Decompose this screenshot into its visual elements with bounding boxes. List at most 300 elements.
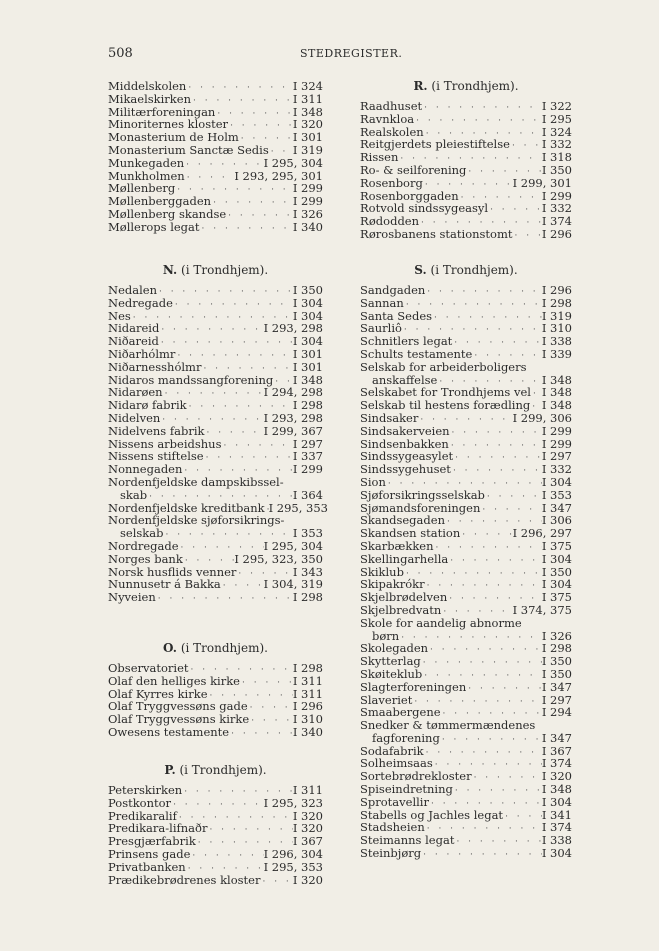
- entry-name: Steinbjørg: [360, 846, 422, 861]
- entry-name: Selskabet for Trondhjems vel: [360, 385, 531, 400]
- leader-dots: [200, 223, 293, 236]
- entry-name: Nedregade: [108, 295, 173, 310]
- entry-name: Selskab til hestens forædling: [360, 398, 531, 413]
- entry-ref: I 304: [541, 794, 572, 809]
- index-entry: [108, 284, 323, 297]
- entry-name: Reitgjerdets pleiestiftelse: [360, 137, 510, 152]
- index-entry: [108, 80, 323, 93]
- entry-name: Schults testamente: [360, 346, 473, 361]
- entry-ref: I 304: [292, 295, 323, 310]
- leader-dots: [513, 230, 542, 243]
- section-p: [108, 762, 323, 886]
- entry-ref: I 374: [541, 214, 572, 229]
- index-entry: [360, 668, 572, 681]
- entry-ref: I 332: [541, 462, 572, 477]
- index-entry: [108, 675, 323, 688]
- entry-ref: I 311: [292, 686, 323, 701]
- entry-ref: I 304: [541, 577, 572, 592]
- index-entry: [360, 591, 572, 604]
- entry-ref: I 375: [541, 590, 572, 605]
- leader-dots: [157, 286, 293, 299]
- entry-name: Nes: [108, 308, 131, 323]
- entry-ref: I 318: [541, 150, 572, 165]
- entry-ref: I 347: [541, 500, 572, 515]
- entry-ref: I 310: [541, 321, 572, 336]
- entry-ref: I 304: [541, 474, 572, 489]
- entry-ref: I 299: [292, 181, 323, 196]
- entry-ref: I 350: [541, 654, 572, 669]
- entry-ref: I 299: [292, 194, 323, 209]
- entry-name: Nissens arbeidshus: [108, 436, 222, 451]
- entry-ref: I 311: [292, 783, 323, 797]
- leader-dots: [425, 286, 542, 299]
- entry-ref: I 293, 298: [263, 410, 323, 425]
- entry-ref: I 374, 375: [512, 602, 572, 617]
- entry-name: Møllenberggaden: [108, 194, 212, 209]
- entry-name: Peterskirken: [108, 783, 183, 797]
- section-heading-n: N. (i Trondhjem).: [162, 263, 269, 277]
- index-entry: [108, 425, 323, 438]
- entry-name: Middelskolen: [108, 79, 187, 93]
- index-entry: [108, 797, 323, 810]
- section-heading-o: O. (i Trondhjem).: [163, 641, 268, 655]
- leader-dots: [485, 491, 542, 504]
- entry-ref: I 296, 297: [512, 526, 572, 541]
- entry-ref: I 340: [292, 724, 323, 739]
- entry-ref: I 298: [541, 295, 572, 310]
- index-entry: [108, 848, 323, 861]
- entry-name: Nidelven: [108, 410, 161, 425]
- entry-ref: I 320: [292, 872, 323, 887]
- entry-name: Steimanns legat: [360, 833, 455, 848]
- leader-dots: [488, 204, 542, 217]
- entry-name: Monasterium Sanctæ Sedis: [108, 142, 269, 157]
- leader-dots: [159, 324, 263, 337]
- index-entry: [360, 412, 572, 425]
- index-entry: [360, 284, 572, 297]
- leader-dots: [226, 210, 293, 223]
- entry-name: Militærforeningan: [108, 104, 216, 119]
- entry-name: Norges bank: [108, 551, 183, 566]
- entry-name: Sindsenbakken: [360, 436, 449, 451]
- section-heading-s: S. (i Trondhjem).: [414, 263, 518, 277]
- entry-name: Presgjærfabrik: [108, 834, 196, 849]
- entry-name: Monasterium de Holm: [108, 130, 239, 145]
- entry-name: Owesens testamente: [108, 724, 230, 739]
- leader-dots: [414, 115, 542, 128]
- leader-dots: [448, 555, 542, 568]
- index-entry: fagforening · · · I 347: [360, 732, 572, 745]
- entry-ref: I 348: [541, 782, 572, 797]
- leader-dots: [422, 102, 542, 115]
- index-entry: [108, 553, 323, 566]
- leader-dots: [207, 824, 292, 837]
- leader-dots: [159, 337, 293, 350]
- entry-ref: I 324: [292, 79, 323, 93]
- entry-ref: I 310: [292, 712, 323, 727]
- index-entry: skab · · · I 364: [108, 489, 323, 502]
- entry-ref: I 296: [541, 226, 572, 241]
- leader-dots: [454, 836, 541, 849]
- leader-dots: [472, 772, 542, 785]
- entry-ref: I 319: [541, 308, 572, 323]
- entry-name: Olaf Tryggvessøns kirke: [108, 712, 250, 727]
- index-entry: [108, 784, 323, 797]
- index-entry: Nordenfjeldske dampskibssel-: [108, 474, 284, 489]
- entry-name: Prædikebrødrenes kloster: [108, 872, 261, 887]
- entry-ref: I 348: [541, 398, 572, 413]
- leader-dots: [185, 172, 235, 185]
- leader-dots: [190, 850, 263, 863]
- entry-name: Raadhuset: [360, 99, 423, 113]
- entry-ref: I 294: [541, 705, 572, 720]
- entry-name: Nidarøen: [108, 385, 163, 400]
- leader-dots: [451, 465, 542, 478]
- leader-dots: [432, 312, 542, 325]
- entry-ref: I 296: [541, 283, 572, 297]
- entry-name: Munkegaden: [108, 155, 185, 170]
- index-entry: Skole for aandelig abnorme: [360, 615, 522, 630]
- entry-ref: I 374: [541, 820, 572, 835]
- leader-dots: [248, 702, 293, 715]
- index-entry: [108, 144, 323, 157]
- index-entry: [360, 100, 572, 113]
- entry-name: Nunnusetr á Bakka: [108, 577, 221, 592]
- entry-name: Sion: [360, 474, 386, 489]
- leader-dots: [221, 580, 264, 593]
- leader-dots: [480, 504, 541, 517]
- index-entry: Nordenfjeldske kreditbank · · · I 295, 353: [108, 502, 323, 515]
- entry-ref: I 350: [292, 283, 323, 297]
- leader-dots: [450, 427, 542, 440]
- index-entry: [108, 348, 323, 361]
- entry-ref: I 353: [541, 487, 572, 502]
- entry-ref: I 320: [292, 821, 323, 836]
- leader-dots: [453, 452, 542, 465]
- entry-name: Stabells og Jachles legat: [360, 807, 504, 822]
- leader-dots: [249, 715, 293, 728]
- entry-name: Santa Sedes: [360, 308, 433, 323]
- entry-name: Observatoriet: [108, 661, 189, 675]
- entry-name: Predikaralif: [108, 808, 177, 823]
- entry-name: Solheimsaas: [360, 756, 433, 771]
- entry-ref: I 297: [541, 449, 572, 464]
- index-entry: [360, 228, 572, 241]
- entry-name: Rissen: [360, 150, 399, 165]
- leader-dots: [240, 677, 293, 690]
- entry-name: Spiseindretning: [360, 782, 453, 797]
- entry-ref: I 299, 301: [512, 175, 572, 190]
- leader-dots: [156, 593, 293, 606]
- entry-ref: I 298: [541, 641, 572, 656]
- entry-name: Prinsens gade: [108, 846, 191, 861]
- index-entry: selskab · · · I 353: [108, 527, 323, 540]
- entry-name: Rørosbanens stationstomt: [360, 226, 513, 241]
- entry-ref: I 375: [541, 538, 572, 553]
- entry-ref: I 297: [541, 692, 572, 707]
- index-entry: [360, 463, 572, 476]
- leader-dots: [466, 683, 542, 696]
- entry-ref: I 293, 298: [263, 321, 323, 336]
- index-entry: [108, 157, 323, 170]
- entry-ref: I 367: [541, 743, 572, 758]
- entry-name: Sannan: [360, 295, 404, 310]
- index-entry: [360, 796, 572, 809]
- entry-ref: I 295, 323, 350: [234, 551, 323, 566]
- index-entry: [360, 553, 572, 566]
- section-heading-p: P. (i Trondhjem).: [164, 763, 267, 777]
- leader-dots: [222, 440, 293, 453]
- leader-dots: [531, 388, 542, 401]
- entry-name: Skipakrókr: [360, 577, 425, 592]
- entry-name: Sindsakerveien: [360, 423, 450, 438]
- entry-ref: I 337: [292, 449, 323, 464]
- index-entry: [108, 297, 323, 310]
- entry-ref: I 295, 304: [263, 155, 323, 170]
- page-number: 508: [108, 46, 133, 61]
- entry-ref: I 320: [541, 769, 572, 784]
- entry-ref: I 348: [541, 385, 572, 400]
- entry-name: Slagterforeningen: [360, 679, 467, 694]
- entry-name: Sjøforsikringsselskab: [360, 487, 485, 502]
- entry-ref: I 348: [292, 104, 323, 119]
- entry-ref: I 324: [541, 124, 572, 139]
- entry-name: Olaf den helliges kirke: [108, 673, 240, 688]
- entry-name: Sodafabrik: [360, 743, 424, 758]
- entry-name: Sjømandsforeningen: [360, 500, 481, 515]
- leader-dots: [421, 849, 542, 862]
- entry-ref: I 311: [292, 91, 323, 106]
- entry-ref: I 347: [541, 679, 572, 694]
- entry-name: Nedalen: [108, 283, 157, 297]
- entry-ref: I 293, 295, 301: [234, 168, 323, 183]
- entry-ref: I 299: [541, 188, 572, 203]
- leader-dots: [428, 644, 542, 657]
- leader-dots: [204, 452, 293, 465]
- index-entry: [108, 361, 323, 374]
- leader-dots: [453, 785, 542, 798]
- index-entry: [360, 783, 572, 796]
- entry-ref: I 304: [541, 846, 572, 861]
- entry-name: Skjelbredvatn: [360, 602, 442, 617]
- entry-name: Skolegaden: [360, 641, 429, 656]
- leader-dots: [421, 657, 542, 670]
- index-entry: [360, 540, 572, 553]
- entry-name: Møllenberg: [108, 181, 176, 196]
- entry-name: Skellingarhella: [360, 551, 449, 566]
- leader-dots: [173, 299, 293, 312]
- entry-name: Nidareid: [108, 321, 160, 336]
- entry-name: Sindsaker: [360, 410, 419, 425]
- index-entry: anskaffelse · · · I 348: [360, 374, 572, 387]
- entry-ref: I 304: [292, 334, 323, 349]
- entry-ref: I 339: [541, 346, 572, 361]
- entry-ref: I 295, 304: [263, 538, 323, 553]
- entry-name: Privatbanken: [108, 859, 186, 874]
- entry-ref: I 296, 304: [263, 846, 323, 861]
- entry-name: Rosenborg: [360, 175, 423, 190]
- index-entry: [360, 425, 572, 438]
- index-entry: [108, 874, 323, 887]
- entry-ref: I 341: [541, 807, 572, 822]
- entry-ref: I 326: [292, 206, 323, 221]
- leader-dots: [510, 140, 542, 153]
- section-s: [360, 262, 572, 860]
- index-entry: [360, 113, 572, 126]
- entry-ref: I 338: [541, 334, 572, 349]
- section-r: [360, 78, 572, 241]
- index-entry: [360, 297, 572, 310]
- index-entry: [108, 208, 323, 221]
- leader-dots: [449, 440, 542, 453]
- entry-name: Rødodden: [360, 214, 420, 229]
- page-header: [108, 46, 568, 64]
- leader-dots: [460, 529, 512, 542]
- entry-name: Nonnegaden: [108, 462, 183, 477]
- entry-ref: I 298: [292, 398, 323, 413]
- entry-ref: I 299: [292, 462, 323, 477]
- entry-name: Møllenberg skandse: [108, 206, 227, 221]
- entry-ref: I 294, 298: [263, 385, 323, 400]
- entry-ref: I 299: [541, 423, 572, 438]
- index-entry: [360, 177, 572, 190]
- entry-ref: I 304: [541, 551, 572, 566]
- entry-name: Skytterlag: [360, 654, 421, 669]
- entry-name: Munkholmen: [108, 168, 185, 183]
- entry-name: Nyveien: [108, 590, 156, 605]
- index-entry: [360, 476, 572, 489]
- entry-ref: I 306: [541, 513, 572, 528]
- entry-name: Rosenborggaden: [360, 188, 459, 203]
- index-entry: [108, 412, 323, 425]
- entry-name: Olaf Tryggvessøns gade: [108, 699, 248, 714]
- entry-name: Skandsegaden: [360, 513, 445, 528]
- entry-ref: I 301: [292, 130, 323, 145]
- entry-name: Skøiteklub: [360, 666, 423, 681]
- entry-name: Nidelvens fabrik: [108, 423, 205, 438]
- entry-name: Ro- & seilforening: [360, 162, 467, 177]
- entry-ref: I 299, 306: [512, 410, 572, 425]
- leader-dots: [503, 811, 542, 824]
- section-m: [108, 80, 323, 234]
- entry-ref: I 299, 367: [263, 423, 323, 438]
- index-entry: [108, 540, 323, 553]
- entry-ref: I 298: [292, 590, 323, 605]
- section-o: [108, 640, 323, 739]
- entry-name: Olaf Kyrres kirke: [108, 686, 208, 701]
- entry-ref: I 319: [292, 142, 323, 157]
- index-entry: [108, 662, 323, 675]
- entry-ref: I 295: [541, 111, 572, 126]
- index-entry: Nordenfjeldske sjøforsikrings-: [108, 513, 285, 528]
- index-entry: [360, 655, 572, 668]
- entry-name: Nordregade: [108, 538, 179, 553]
- entry-ref: I 322: [541, 99, 572, 113]
- entry-name: Minoriternes kloster: [108, 117, 229, 132]
- entry-ref: I 332: [541, 137, 572, 152]
- entry-ref: I 338: [541, 833, 572, 848]
- section-heading-r: R. (i Trondhjem).: [413, 79, 519, 93]
- entry-name: Niðarhólmr: [108, 346, 176, 361]
- entry-ref: I 340: [292, 219, 323, 234]
- entry-name: Sandgaden: [360, 283, 426, 297]
- entry-ref: I 304: [292, 308, 323, 323]
- entry-name: Niðarnesshólmr: [108, 359, 202, 374]
- entry-ref: I 298: [292, 661, 323, 675]
- entry-name: Predikara-lifnaðr: [108, 821, 208, 836]
- entry-ref: I 295, 353: [263, 859, 323, 874]
- leader-dots: [186, 82, 293, 95]
- entry-name: Skiklub: [360, 564, 404, 579]
- entry-ref: I 350: [541, 162, 572, 177]
- index-entry: [108, 221, 323, 234]
- leader-dots: [171, 799, 264, 812]
- index-entry: børn · · · I 326: [360, 630, 572, 643]
- entry-ref: I 295, 323: [263, 795, 323, 810]
- leader-dots: [434, 542, 542, 555]
- entry-ref: I 320: [292, 808, 323, 823]
- entry-ref: I 301: [292, 359, 323, 374]
- index-entry: [108, 93, 323, 106]
- entry-ref: I 296: [292, 699, 323, 714]
- entry-name: Skandsen station: [360, 526, 461, 541]
- entry-ref: I 320: [292, 117, 323, 132]
- entry-name: Ravnkloa: [360, 111, 415, 126]
- entry-name: Sprotavellir: [360, 794, 429, 809]
- running-title: STEDREGISTER.: [300, 47, 403, 60]
- index-entry: [108, 861, 323, 874]
- entry-ref: I 311: [292, 673, 323, 688]
- entry-name: Norsk husflids venner: [108, 564, 237, 579]
- entry-ref: I 304, 319: [263, 577, 323, 592]
- entry-name: Schnitlers legat: [360, 334, 453, 349]
- entry-name: Slaveriet: [360, 692, 413, 707]
- index-entry: Snedker & tømmermændenes: [360, 718, 536, 733]
- entry-ref: I 343: [292, 564, 323, 579]
- entry-name: Mikaelskirken: [108, 91, 191, 106]
- section-n: [108, 262, 329, 605]
- entry-name: Skarbækken: [360, 538, 434, 553]
- entry-ref: I 299: [541, 436, 572, 451]
- entry-ref: I 367: [292, 834, 323, 849]
- entry-ref: I 301: [292, 346, 323, 361]
- index-entry: [108, 726, 323, 739]
- entry-name: Sindssygehuset: [360, 462, 451, 477]
- entry-name: Stadsheien: [360, 820, 425, 835]
- entry-name: Niðareid: [108, 334, 159, 349]
- entry-name: Smaabergene: [360, 705, 441, 720]
- entry-ref: I 332: [541, 201, 572, 216]
- index-entry: [360, 681, 572, 694]
- index-entry: [360, 489, 572, 502]
- leader-dots: [260, 876, 292, 889]
- entry-name: Nidaros mandssangforening: [108, 372, 274, 387]
- entry-name: Skjelbrødelven: [360, 590, 448, 605]
- leader-dots: [229, 728, 293, 741]
- entry-name: Sindssygeasylet: [360, 449, 454, 464]
- entry-name: Saurliô: [360, 321, 402, 336]
- index-entry: [108, 591, 323, 604]
- entry-name: Realskolen: [360, 124, 424, 139]
- entry-ref: I 350: [541, 666, 572, 681]
- index-entry: [360, 847, 572, 860]
- entry-ref: I 348: [292, 372, 323, 387]
- entry-ref: I 374: [541, 756, 572, 771]
- entry-name: Postkontor: [108, 795, 172, 810]
- entry-name: Nidarø fabrik: [108, 398, 187, 413]
- entry-name: Møllerops legat: [108, 219, 200, 234]
- leader-dots: [424, 747, 542, 760]
